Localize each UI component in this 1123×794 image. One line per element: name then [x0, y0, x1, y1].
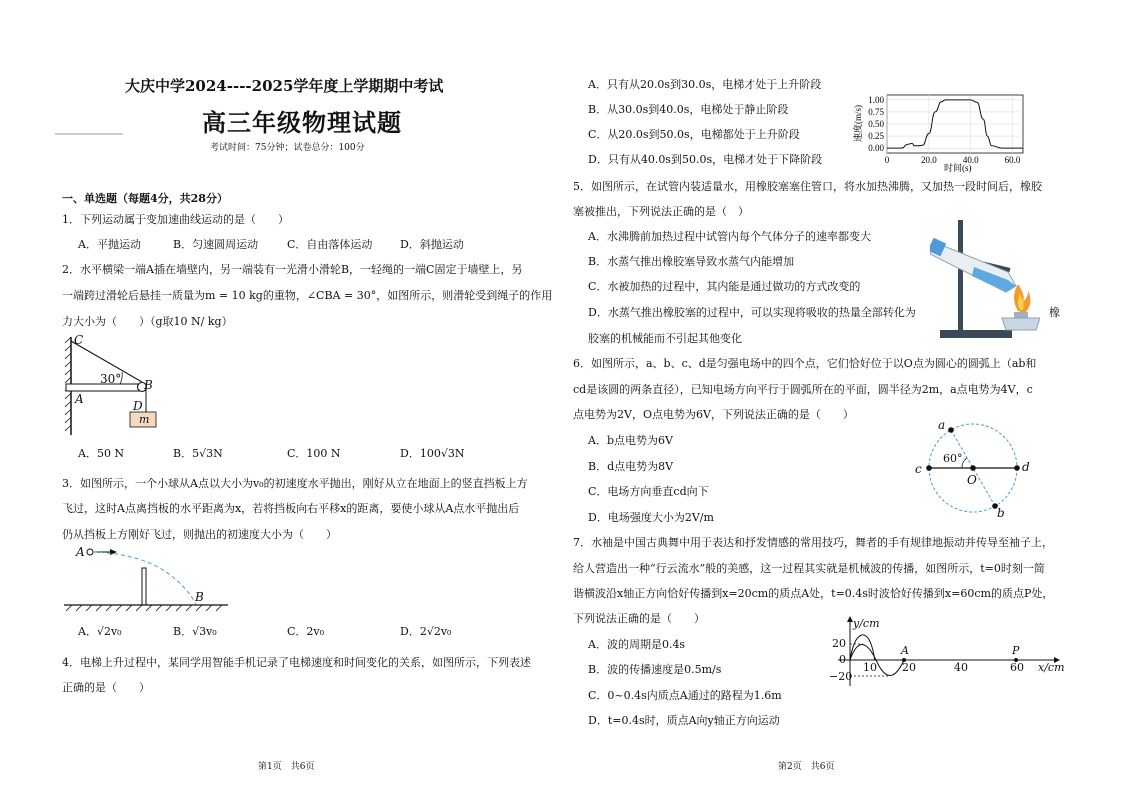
q2-label-b: B [144, 378, 153, 392]
q7-line4: 下列说法正确的是（ ） [573, 612, 705, 625]
q6-line3: 点电势为2V，O点电势为6V，下列说法正确的是（ ） [573, 408, 854, 421]
chart-ylabel: 速度(m/s) [853, 105, 863, 142]
q6-label-d: d [1022, 460, 1030, 474]
q6-label-b: b [997, 506, 1005, 520]
q6-label-a: a [938, 418, 946, 432]
q3-option-d: D．2√2v₀ [400, 625, 452, 638]
q5-option-c: C．水被加热的过程中，其内能是通过做功的方式改变的 [588, 280, 861, 293]
q7-line2: 给人营造出一种“行云流水”般的美感，这一过程其实就是机械波的传播，如图所示，t=0时刻一简 [573, 562, 1045, 575]
chart-ytick-label: 0.25 [868, 131, 884, 142]
q2-line1: 2．水平横梁一端A插在墙壁内，另一端装有一光滑小滑轮B，一轻绳的一端C固定于墙壁上，另 [62, 263, 523, 276]
chart-xtick-label: 40.0 [962, 155, 979, 165]
q1-option-c: C．自由落体运动 [287, 238, 373, 251]
q5-option-a: A．水沸腾前加热过程中试管内每个气体分子的速率都变大 [588, 230, 871, 243]
q7-line3: 谐横波沿x轴正方向恰好传播到x=20cm的质点A处，t=0.4s时波恰好传播到x=60cm的质点P处， [573, 587, 1054, 600]
q1-stem: 1．下列运动属于变加速曲线运动的是（ ） [62, 213, 289, 226]
q4-line1: 4．电梯上升过程中，某同学用智能手机记录了电梯速度和时间变化的关系，如图所示，下列表述 [62, 656, 531, 669]
q6-label-angle: 60° [943, 452, 963, 465]
q2-label-c: C [74, 333, 84, 347]
q2-label-d: D [133, 399, 143, 413]
q2-option-d: D．100√3N [400, 447, 465, 460]
q6-option-d: D．电场强度大小为2V/m [588, 511, 714, 524]
exam-title: 大庆中学2024----2025学年度上学期期中考试 [125, 77, 444, 95]
q7-label-a: A [901, 644, 909, 657]
q7-label-x10: 10 [863, 661, 877, 674]
paper-title: 高三年级物理试题 [202, 108, 402, 137]
q6-line1: 6．如图所示，a、b、c、d是匀强电场中的四个点，它们恰好位于以O点为圆心的圆弧上（ab和 [573, 357, 1037, 370]
q7-line1: 7．水袖是中国古典舞中用于表达和抒发情感的常用技巧，舞者的手有规律地振动并传导至袖子上， [573, 536, 1053, 549]
q7-label-ylabel: y/cm [853, 617, 880, 630]
q7-label-y20: 20 [832, 637, 846, 650]
q3-label-a: A [76, 545, 85, 559]
q3-option-a: A．√2v₀ [78, 625, 122, 638]
q1-option-b: B．匀速圆周运动 [173, 238, 259, 251]
q5-option-b: B．水蒸气推出橡胶塞导致水蒸气内能增加 [588, 255, 795, 268]
q1-option-a: A．平抛运动 [78, 238, 141, 251]
q2-line2: 一端跨过滑轮后悬挂一质量为m = 10 kg的重物，∠CBA = 30°，如图所示，则滑轮受到绳子的作用 [62, 289, 553, 302]
q7-label-x60: 60 [1010, 661, 1024, 674]
section-heading: 一、单选题（每题4分，共28分） [62, 192, 228, 205]
q1-option-d: D．斜抛运动 [400, 238, 464, 251]
q7-option-d: D．t=0.4s时，质点A向y轴正方向运动 [588, 714, 780, 727]
q2-option-b: B．5√3N [173, 447, 223, 460]
wave-figure [826, 616, 1066, 688]
q5-option-d-part1: D．水蒸气推出橡胶塞的过程中，可以实现将吸收的热量全部转化为 [588, 306, 916, 319]
q3-line1: 3．如图所示，一个小球从A点以大小为v₀的初速度水平抛出，刚好从立在地面上的竖直挡板上方 [62, 477, 528, 490]
q6-label-o: O [967, 473, 977, 487]
chart-ytick-label: 0.50 [868, 119, 884, 129]
q7-label-yn20: −20 [829, 670, 853, 683]
q3-figure [62, 542, 232, 614]
q4-option-b: B．从30.0s到40.0s，电梯处于静止阶段 [588, 103, 789, 116]
q5-line1: 5．如图所示，在试管内装适量水，用橡胶塞塞住管口，将水加热沸腾，又加热一段时间后，橡胶 [573, 180, 1042, 193]
q2-label-angle: 30° [100, 372, 122, 386]
chart-ytick-label: 0.75 [868, 106, 884, 117]
q5-option-d-part2: 橡 [1049, 306, 1060, 319]
q5-option-d-part3: 胶塞的机械能而不引起其他变化 [588, 332, 742, 345]
q2-option-c: C．100 N [287, 447, 341, 460]
q6-option-c: C．电场方向垂直cd向下 [588, 485, 709, 498]
binding-mark [55, 127, 123, 133]
q2-label-m: m [139, 413, 150, 426]
speed-time-chart [850, 92, 1030, 174]
q2-line3: 力大小为（ ）（g取10 N/ kg） [62, 315, 233, 328]
chart-xlabel: 时间(s) [944, 163, 972, 173]
footer-left: 第1页 共6页 [258, 762, 315, 772]
chart-xtick-label: 20.0 [920, 155, 937, 165]
exam-info: 考试时间：75分钟；试卷总分：100分 [210, 143, 365, 153]
q3-line2: 飞过，这时A点离挡板的水平距离为x，若将挡板向右平移x的距离，要使小球从A点水平抛出后 [62, 502, 520, 515]
chart-ytick-label: 0.00 [868, 143, 884, 154]
q5-line2: 塞被推出，下列说法正确的是（ ） [573, 205, 749, 218]
q7-label-xlabel: x/cm [1038, 661, 1065, 674]
q7-option-c: C．0~0.4s内质点A通过的路程为1.6m [588, 689, 782, 702]
q7-label-x40: 40 [954, 661, 968, 674]
q2-option-a: A．50 N [78, 447, 125, 460]
q6-option-b: B．d点电势为8V [588, 460, 674, 473]
q7-option-a: A．波的周期是0.4s [588, 638, 686, 651]
chart-xtick-label: 0 [884, 155, 890, 165]
q3-label-b: B [195, 590, 204, 604]
chart-ytick-label: 1.00 [868, 94, 884, 105]
q7-option-b: B．波的传播速度是0.5m/s [588, 663, 722, 676]
q6-option-a: A．b点电势为6V [588, 434, 673, 447]
q4-option-c: C．从20.0s到50.0s，电梯都处于上升阶段 [588, 128, 800, 141]
q2-figure [62, 335, 172, 440]
q6-label-c: c [915, 462, 922, 476]
q3-option-c: C．2v₀ [287, 625, 325, 638]
q2-label-a: A [75, 392, 84, 406]
q7-label-x20: 20 [902, 661, 916, 674]
q3-line3: 仍从挡板上方刚好飞过，则抛出的初速度大小为（ ） [62, 528, 337, 541]
q4-option-d: D．只有从40.0s到50.0s，电梯才处于下降阶段 [588, 153, 823, 166]
q3-option-b: B．√3v₀ [173, 625, 217, 638]
q7-label-p: P [1012, 644, 1020, 657]
q7-label-o: 0 [839, 653, 846, 666]
chart-xtick-label: 60.0 [1004, 155, 1021, 165]
q4-option-a: A．只有从20.0s到30.0s，电梯才处于上升阶段 [588, 78, 822, 91]
q4-line2: 正确的是（ ） [62, 681, 150, 694]
circle-figure [910, 418, 1035, 522]
footer-right: 第2页 共6页 [778, 762, 835, 772]
q6-line2: cd是该圆的两条直径），已知电场方向平行于圆弧所在的平面，圆半径为2m，a点电势为4V，c [573, 383, 1033, 396]
test-tube-figure [930, 212, 1040, 344]
